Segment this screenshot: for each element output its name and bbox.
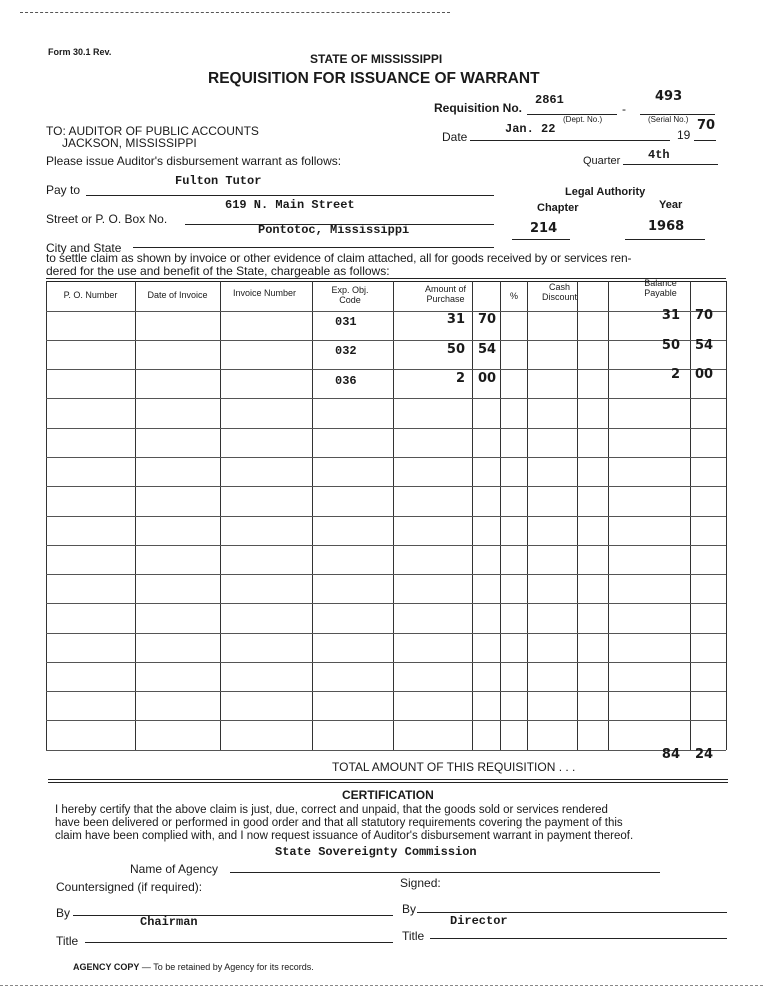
- table-column-line: [726, 281, 727, 750]
- please-issue: Please issue Auditor's disbursement warrant as follows:: [46, 154, 342, 168]
- header-cash-discount: Cash Discount: [541, 282, 577, 302]
- city-value: Pontotoc, Mississippi: [258, 223, 410, 237]
- to-line1: TO: AUDITOR OF PUBLIC ACCOUNTS: [46, 124, 259, 138]
- year-prefix: 19: [677, 128, 691, 142]
- table-row-line: [46, 750, 726, 751]
- row2-balance-cents: 54: [695, 338, 714, 353]
- year-suffix: 70: [697, 118, 716, 133]
- chapter-label: Chapter: [537, 202, 579, 214]
- table-row-line: [46, 516, 726, 517]
- agency-label: Name of Agency: [130, 862, 219, 876]
- table-row-line: [46, 574, 726, 575]
- serial-no-caption: (Serial No.): [648, 115, 689, 124]
- year-line: [694, 140, 716, 141]
- street-label: Street or P. O. Box No.: [46, 212, 168, 226]
- form-number: Form 30.1 Rev.: [48, 47, 112, 57]
- table-top-rule-2: [46, 281, 726, 282]
- settle-line2: dered for the use and benefit of the State, chargeable as follows:: [46, 264, 390, 278]
- table-row-line: [46, 369, 726, 370]
- certification-line3: claim have been complied with, and I now request issuance of Auditor's disbursement warrant in payment thereof.: [55, 830, 634, 842]
- right-by-line: [417, 912, 727, 913]
- top-perforation: [20, 12, 450, 13]
- settle-line1: to settle claim as shown by invoice or other evidence of claim attached, all for goods received by or services ren-: [46, 251, 632, 265]
- left-by-line: [73, 915, 393, 916]
- right-title-value: Director: [450, 914, 508, 928]
- row1-balance-dollars: 31: [661, 308, 680, 323]
- row2-amount-cents: 54: [478, 342, 497, 357]
- row1-amount-dollars: 31: [446, 312, 465, 327]
- left-title-value: Chairman: [140, 915, 198, 929]
- pay-to-line: [86, 195, 494, 196]
- table-row-line: [46, 340, 726, 341]
- footer-note: [73, 962, 314, 972]
- serial-no-value: 493: [655, 89, 683, 104]
- agency-copy-label: AGENCY COPY: [73, 962, 140, 972]
- total-cents: 24: [695, 747, 714, 762]
- row3-balance-cents: 00: [695, 367, 714, 382]
- city-line: [133, 247, 494, 248]
- certification-line2: have been delivered or performed in good order and that all statutory requirements covering the payment of this: [55, 817, 623, 829]
- row1-code: 031: [335, 315, 357, 329]
- table-row-line: [46, 603, 726, 604]
- requisition-label: Requisition No.: [434, 101, 522, 115]
- legal-year-line: [625, 239, 705, 240]
- header-po: P. O. Number: [63, 290, 118, 300]
- row3-amount-dollars: 2: [455, 371, 465, 386]
- legal-year-value: 1968: [648, 219, 685, 234]
- table-row-line: [46, 398, 726, 399]
- row3-amount-cents: 00: [478, 371, 497, 386]
- quarter-value: 4th: [648, 148, 670, 162]
- row1-amount-cents: 70: [478, 312, 497, 327]
- certification-rule: [48, 779, 728, 780]
- left-title-label: Title: [56, 934, 79, 948]
- row2-code: 032: [335, 344, 357, 358]
- signed-label: Signed:: [400, 876, 441, 890]
- certification-line1: I hereby certify that the above claim is just, due, correct and unpaid, that the goods sold or services rendered: [55, 804, 608, 816]
- date-value: Jan. 22: [505, 122, 556, 136]
- chapter-line: [512, 239, 570, 240]
- footer-rest: — To be retained by Agency for its records.: [141, 962, 314, 972]
- quarter-line: [623, 164, 718, 165]
- row2-amount-dollars: 50: [446, 342, 465, 357]
- city-label: City and State: [46, 241, 122, 255]
- header-percent: %: [509, 291, 518, 301]
- quarter-label: Quarter: [583, 155, 621, 167]
- state-title: STATE OF MISSISSIPPI: [310, 52, 443, 66]
- row3-balance-dollars: 2: [670, 367, 680, 382]
- table-row-line: [46, 720, 726, 721]
- countersigned-label: Countersigned (if required):: [56, 880, 203, 894]
- header-exp-code: Exp. Obj. Code: [331, 285, 369, 305]
- header-invoice-number: Invoice Number: [232, 288, 297, 298]
- to-line2: JACKSON, MISSISSIPPI: [62, 136, 197, 150]
- table-top-rule: [46, 278, 726, 279]
- dept-no-caption: (Dept. No.): [563, 115, 603, 124]
- pay-to-label: Pay to: [46, 183, 81, 197]
- left-by-label: By: [56, 906, 71, 920]
- table-row-line: [46, 662, 726, 663]
- row3-code: 036: [335, 374, 357, 388]
- right-by-label: By: [402, 902, 417, 916]
- row2-balance-dollars: 50: [661, 338, 680, 353]
- certification-title: CERTIFICATION: [342, 788, 434, 802]
- street-value: 619 N. Main Street: [225, 198, 355, 212]
- row1-balance-cents: 70: [695, 308, 714, 323]
- certification-rule-2: [48, 782, 728, 783]
- left-title-line: [85, 942, 393, 943]
- dept-no-value: 2861: [535, 93, 564, 107]
- form-title: REQUISITION FOR ISSUANCE OF WARRANT: [208, 70, 540, 87]
- bottom-perforation: [0, 985, 763, 986]
- table-row-line: [46, 691, 726, 692]
- agency-line: [230, 872, 660, 873]
- table-row-line: [46, 311, 726, 312]
- right-title-label: Title: [402, 929, 425, 943]
- year-label: Year: [659, 199, 683, 211]
- table-row-line: [46, 457, 726, 458]
- table-row-line: [46, 545, 726, 546]
- date-line: [470, 140, 670, 141]
- header-balance: Balance Payable: [644, 278, 677, 298]
- chapter-value: 214: [530, 221, 558, 236]
- table-row-line: [46, 428, 726, 429]
- dash-separator: -: [622, 102, 626, 116]
- table-row-line: [46, 633, 726, 634]
- agency-value: State Sovereignty Commission: [275, 845, 477, 859]
- date-label: Date: [442, 130, 468, 144]
- pay-to-value: Fulton Tutor: [175, 174, 262, 188]
- header-date-invoice: Date of Invoice: [147, 290, 208, 300]
- total-dollars: 84: [661, 747, 680, 762]
- header-amount: Amount of Purchase: [424, 284, 467, 304]
- table-row-line: [46, 486, 726, 487]
- right-title-line: [430, 938, 727, 939]
- legal-authority-label: Legal Authority: [565, 186, 646, 198]
- total-label: TOTAL AMOUNT OF THIS REQUISITION . . .: [332, 760, 576, 774]
